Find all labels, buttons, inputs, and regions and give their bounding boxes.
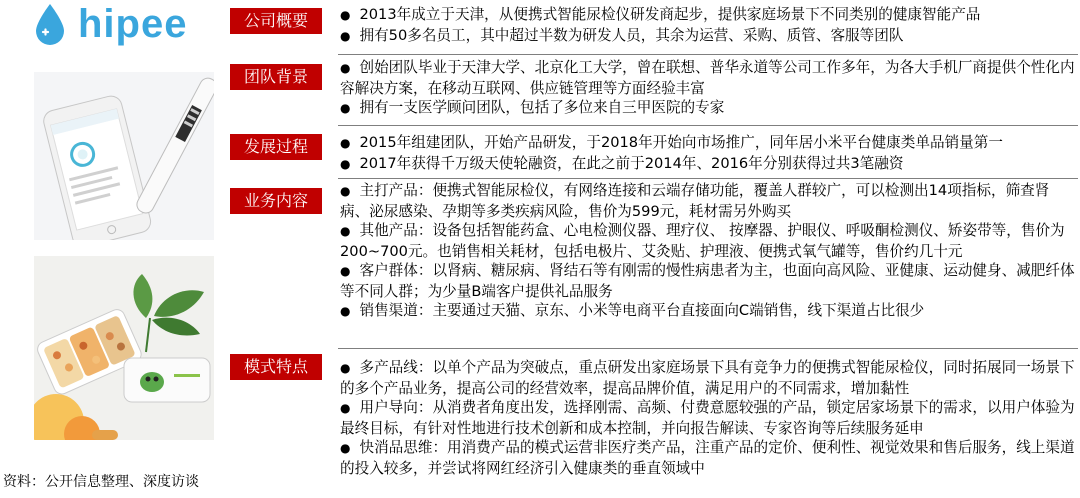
bullet-item (340, 261, 1078, 301)
bullet-text: 拥有50多名员工，其中超过半数为研发人员，其余为运营、采购、质管、客服等团队 (359, 26, 904, 44)
bullet-item (340, 301, 1078, 322)
section-model-features-text (340, 358, 1078, 478)
bullet-icon: ● (340, 156, 351, 171)
logo-wordmark: hipee (78, 2, 188, 46)
bullet-text: 2015年组建团队，开始产品研发，于2018年开始向市场推广，同年居小米平台健康类单品销量第一 (359, 134, 1003, 151)
bullet-item (340, 398, 1078, 438)
bullet-item (340, 154, 1078, 175)
bullet-item (340, 358, 1078, 398)
section-divider (338, 54, 1078, 55)
bullet-icon: ● (340, 401, 351, 415)
bullet-icon: ● (340, 184, 351, 198)
bullet-item (340, 98, 1078, 119)
section-label-model-features: 模式特点 (230, 354, 322, 380)
bullet-icon: ● (340, 61, 351, 75)
section-business-text (340, 181, 1078, 322)
bullet-icon: ● (340, 28, 351, 43)
section-label-team-background: 团队背景 (230, 64, 322, 90)
bullet-icon: ● (340, 101, 351, 115)
section-divider (338, 125, 1078, 126)
bullet-icon: ● (340, 264, 351, 278)
bullet-icon: ● (340, 224, 351, 238)
bullet-text: 用户导向：从消费者角度出发，选择刚需、高频、付费意愿较强的产品，锁定居家场景下的需求，以用户体验为最终目标，有针对性地进行技术创新和成本控制，并向报告解读、专家咨询等后续服务延申 (340, 399, 1075, 437)
section-divider (338, 348, 1078, 349)
bullet-text: 快消品思维：用消费产品的模式运营非医疗类产品，注重产品的定价、便利性、视觉效果和售后服务，线上渠道的投入较多，并尝试将网红经济引入健康类的垂直领域中 (340, 439, 1075, 477)
bullet-item (340, 181, 1078, 221)
section-development-text (340, 133, 1078, 174)
source-note: 资料：公开信息整理、深度访谈 (3, 474, 199, 490)
section-label-company-overview: 公司概要 (230, 8, 322, 34)
bullet-item (340, 438, 1078, 478)
bullet-item (340, 133, 1078, 154)
bullet-icon: ● (340, 304, 351, 318)
bullet-text: 创始团队毕业于天津大学、北京化工大学，曾在联想、普华永道等公司工作多年，为各大手机厂商提供个性化内容解决方案，在移动互联网、供应链管理等方面经验丰富 (340, 59, 1075, 97)
smart-pillbox-product-photo (34, 256, 214, 440)
bullet-icon: ● (340, 136, 351, 150)
bullet-icon: ● (340, 441, 351, 455)
bullet-text: 多产品线：以单个产品为突破点，重点研发出家庭场景下具有竞争力的便携式智能尿检仪，同时拓展同一场景下的多个产品业务，提高公司的经营效率，提高品牌价值，满足用户的不同需求，增加黏性 (340, 359, 1075, 397)
bullet-icon: ● (340, 361, 351, 375)
bullet-item (340, 58, 1078, 98)
bullet-text: 2013年成立于天津，从便携式智能尿检仪研发商起步，提供家庭场景下不同类别的健康智能产品 (359, 6, 981, 23)
bullet-item (340, 26, 1078, 47)
section-divider (338, 178, 1078, 179)
section-label-business: 业务内容 (230, 188, 322, 214)
bullet-icon: ● (340, 8, 351, 22)
bullet-text: 拥有一支医学顾问团队，包括了多位来自三甲医院的专家 (359, 99, 725, 116)
hipee-logo (32, 2, 187, 46)
bullet-text: 销售渠道：主要通过天猫、京东、小米等电商平台直接面向C端销售，线下渠道占比很少 (359, 302, 925, 319)
bullet-text: 其他产品：设备包括智能药盒、心电检测仪器、理疗仪、 按摩器、护眼仪、呼吸酮检测仪、矫姿带等，售价为200~700元。也销售相关耗材，包括电极片、艾灸贴、护理液、便携式氧气罐等，售价约几十元 (340, 222, 1065, 260)
bullet-item (340, 221, 1078, 261)
section-label-development: 发展过程 (230, 134, 322, 160)
bullet-text: 客户群体：以肾病、糖尿病、肾结石等有刚需的慢性病患者为主，也面向高风险、亚健康、运动健身、减肥纤体等不同人群；为少量B端客户提供礼品服务 (340, 262, 1075, 300)
bullet-item (340, 5, 1078, 26)
urine-analyzer-product-photo (34, 72, 214, 240)
bullet-text: 2017年获得千万级天使轮融资，在此之前于2014年、2016年分别获得过共3笔融资 (359, 154, 904, 172)
section-company-overview-text (340, 5, 1078, 46)
water-drop-logo-icon (32, 2, 68, 46)
section-team-background-text (340, 58, 1078, 119)
bullet-text: 主打产品：便携式智能尿检仪，有网络连接和云端存储功能，覆盖人群较广，可以检测出14项指标，筛查肾病、泌尿感染、孕期等多类疾病风险，售价为599元，耗材需另外购买 (340, 182, 1050, 220)
